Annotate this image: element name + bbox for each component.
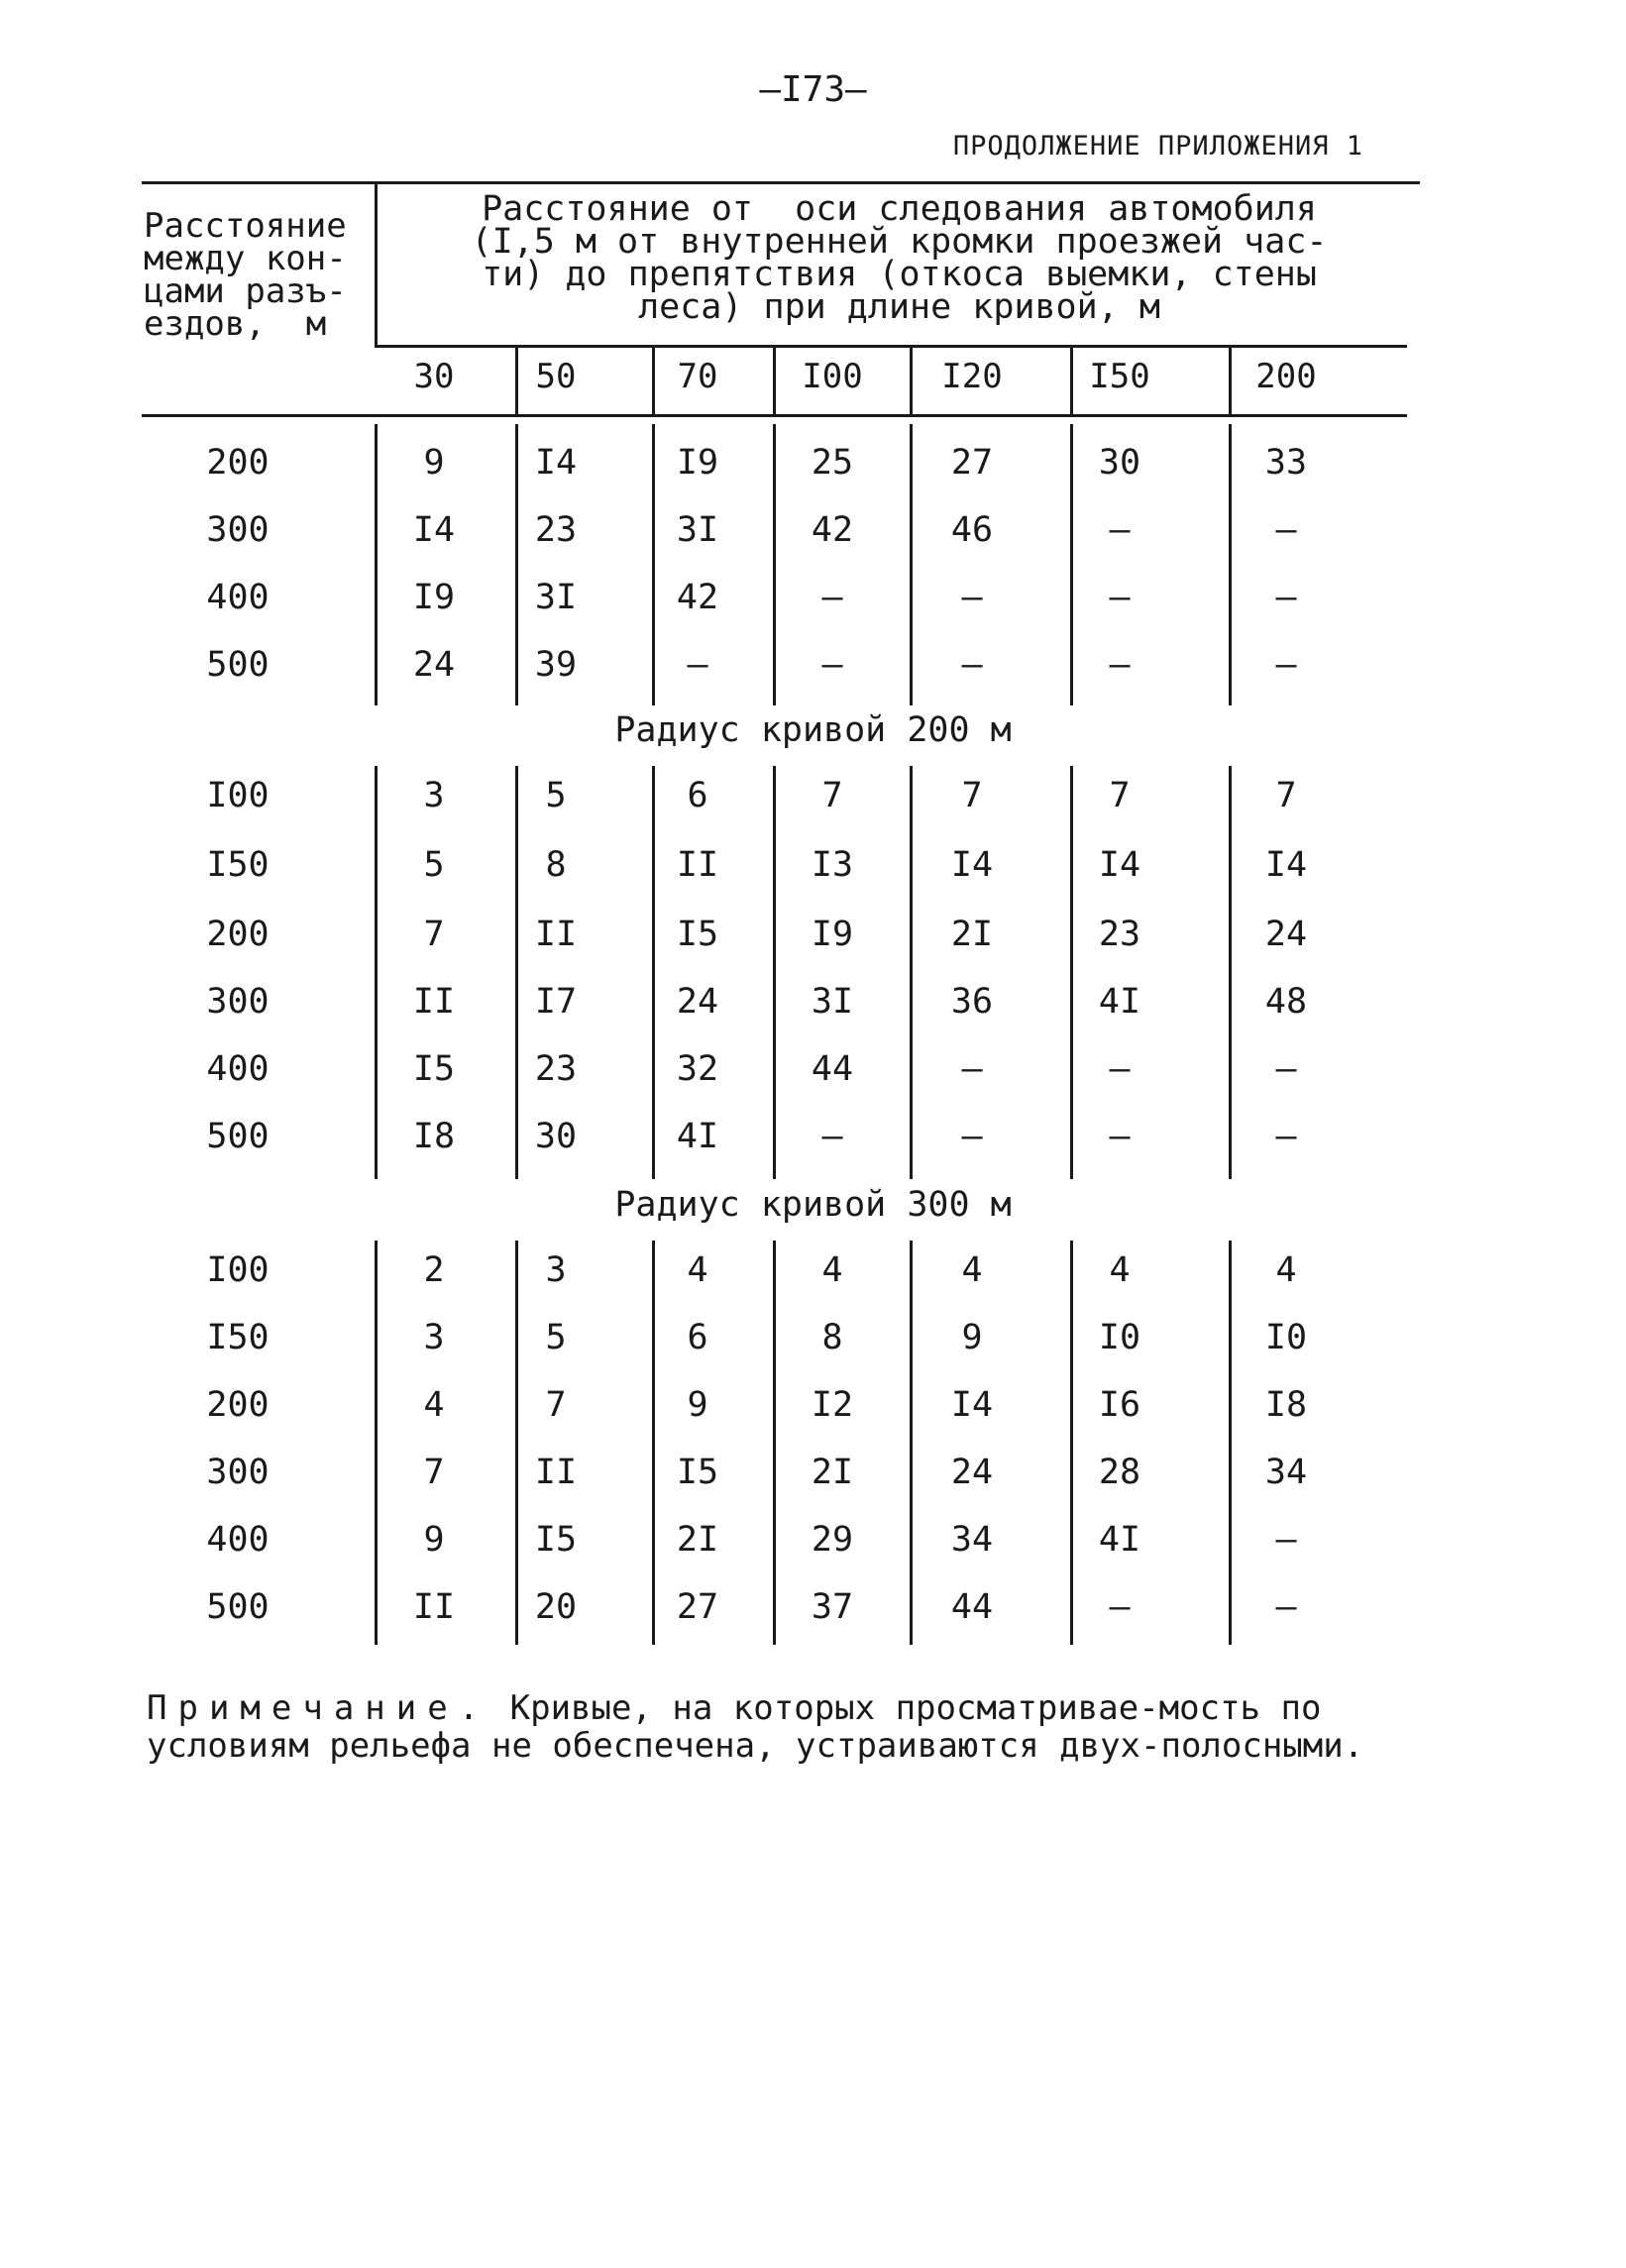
table-cell: I7 [534, 982, 578, 1022]
table-cell: 7 [1109, 776, 1131, 815]
table-cell: II [534, 915, 578, 954]
table-cell: I5 [534, 1520, 578, 1560]
header-column-divider [652, 345, 655, 414]
table-cell: I6 [1098, 1385, 1141, 1425]
table-cell: – [1275, 1587, 1297, 1627]
table-cell: – [1109, 1587, 1131, 1627]
column-divider [773, 1241, 776, 1645]
row-label: 500 [206, 1117, 270, 1156]
table-cell: 44 [950, 1587, 994, 1627]
table-cell: 29 [811, 1520, 854, 1560]
table-cell: – [961, 1049, 983, 1089]
table-cell: 4 [961, 1250, 983, 1290]
table-cell: 28 [1098, 1453, 1141, 1492]
appendix-label: ПРОДОЛЖЕНИЕ ПРИЛОЖЕНИЯ 1 [952, 131, 1363, 162]
table-cell: II [412, 982, 456, 1022]
table-cell: 4I [1098, 982, 1141, 1022]
header-column-divider [1070, 345, 1073, 414]
table-cell: 7 [1275, 776, 1297, 815]
table-cell: I2 [811, 1385, 854, 1425]
table-cell: 9 [423, 1520, 445, 1560]
section-title: Радиус кривой 200 м [614, 710, 1012, 750]
table-cell: 2I [811, 1453, 854, 1492]
table-cell: 39 [534, 645, 578, 685]
row-label: 300 [206, 1453, 270, 1492]
column-header-1: 50 [535, 357, 577, 396]
section-title: Радиус кривой 300 м [614, 1185, 1012, 1225]
table-cell: – [821, 645, 843, 685]
row-label: 200 [206, 443, 270, 483]
table-cell: – [1109, 1117, 1131, 1156]
table-cell: – [1275, 645, 1297, 685]
column-header-4: I20 [941, 357, 1003, 396]
row-label: 200 [206, 1385, 270, 1425]
table-cell: – [821, 1117, 843, 1156]
table-cell: 2I [950, 915, 994, 954]
column-divider [652, 1241, 655, 1645]
table-cell: I0 [1098, 1318, 1141, 1357]
table-cell: 24 [1264, 915, 1308, 954]
table-cell: 4 [821, 1250, 843, 1290]
table-top-rule [142, 181, 1420, 184]
table-cell: 4 [687, 1250, 708, 1290]
table-cell: 34 [1264, 1453, 1308, 1492]
table-cell: 7 [961, 776, 983, 815]
column-header-rule [375, 345, 1407, 348]
table-cell: 30 [1098, 443, 1141, 483]
table-cell: – [1109, 578, 1131, 617]
table-cell: 23 [534, 510, 578, 550]
table-cell: I5 [676, 1453, 719, 1492]
table-cell: I0 [1264, 1318, 1308, 1357]
table-cell: – [1275, 1049, 1297, 1089]
main-header: Расстояние от оси следования автомобиля (I,5 м от внутренней кромки проезжей час- ти) до препятствия (откоса выемки, стены леса) при длине кривой, м [471, 189, 1328, 327]
page-number: —I73— [759, 69, 867, 110]
table-cell: I8 [1264, 1385, 1308, 1425]
table-cell: 4 [1275, 1250, 1297, 1290]
table-cell: 42 [811, 510, 854, 550]
table-cell: 6 [687, 1318, 708, 1357]
row-label: 400 [206, 1520, 270, 1560]
table-cell: I5 [412, 1049, 456, 1089]
table-cell: I8 [412, 1117, 456, 1156]
column-divider [910, 1241, 913, 1645]
row-label: 400 [206, 1049, 270, 1089]
header-column-divider [1229, 345, 1232, 414]
table-cell: I4 [412, 510, 456, 550]
table-cell: 23 [1098, 915, 1141, 954]
table-cell: 44 [811, 1049, 854, 1089]
table-cell: I4 [950, 845, 994, 885]
table-cell: I4 [950, 1385, 994, 1425]
table-cell: II [676, 845, 719, 885]
table-cell: 42 [676, 578, 719, 617]
table-cell: 25 [811, 443, 854, 483]
column-header-5: I50 [1089, 357, 1150, 396]
row-label: 200 [206, 915, 270, 954]
table-cell: 37 [811, 1587, 854, 1627]
note-text: Кривые, на которых просматривае-мость по условиям рельефа не обеспечена, устраиваются двух-полосными. [147, 1688, 1364, 1766]
column-divider [1070, 1241, 1073, 1645]
table-cell: 27 [676, 1587, 719, 1627]
table-cell: – [1275, 510, 1297, 550]
table-cell: – [1109, 645, 1131, 685]
table-cell: 3 [545, 1250, 567, 1290]
table-cell: 5 [423, 845, 445, 885]
row-label: 300 [206, 510, 270, 550]
column-header-0: 30 [413, 357, 455, 396]
row-label: 500 [206, 1587, 270, 1627]
table-cell: 3 [423, 1318, 445, 1357]
table-cell: II [412, 1587, 456, 1627]
row-label: 300 [206, 982, 270, 1022]
table-cell: 8 [821, 1318, 843, 1357]
header-column-divider [515, 345, 518, 414]
table-cell: 9 [423, 443, 445, 483]
table-cell: II [534, 1453, 578, 1492]
table-cell: 48 [1264, 982, 1308, 1022]
column-header-2: 70 [677, 357, 718, 396]
table-cell: 36 [950, 982, 994, 1022]
table-cell: I9 [412, 578, 456, 617]
table-cell: 24 [950, 1453, 994, 1492]
table-cell: I3 [811, 845, 854, 885]
table-cell: I9 [811, 915, 854, 954]
table-cell: 30 [534, 1117, 578, 1156]
table-cell: 7 [423, 1453, 445, 1492]
table-cell: 2 [423, 1250, 445, 1290]
table-cell: 6 [687, 776, 708, 815]
row-label: 400 [206, 578, 270, 617]
table-cell: I4 [1098, 845, 1141, 885]
column-divider [515, 1241, 518, 1645]
row-label: I50 [206, 845, 270, 885]
header-column-divider [910, 345, 913, 414]
table-cell: 3I [676, 510, 719, 550]
table-cell: 23 [534, 1049, 578, 1089]
note-lead: Примечание. [147, 1688, 490, 1728]
table-cell: 9 [961, 1318, 983, 1357]
table-cell: I4 [1264, 845, 1308, 885]
row-label: I00 [206, 776, 270, 815]
table-cell: 4 [423, 1385, 445, 1425]
table-cell: 3 [423, 776, 445, 815]
table-cell: – [961, 645, 983, 685]
table-cell: 3I [534, 578, 578, 617]
table-cell: – [1275, 1117, 1297, 1156]
table-cell: 4I [1098, 1520, 1141, 1560]
header-column-divider [773, 345, 776, 414]
table-cell: 3I [811, 982, 854, 1022]
table-cell: 5 [545, 776, 567, 815]
table-cell: – [821, 578, 843, 617]
table-cell: I5 [676, 915, 719, 954]
table-cell: 5 [545, 1318, 567, 1357]
row-label: I50 [206, 1318, 270, 1357]
table-cell: – [687, 645, 708, 685]
table-cell: 46 [950, 510, 994, 550]
table-cell: I4 [534, 443, 578, 483]
table-cell: 2I [676, 1520, 719, 1560]
table-cell: – [1109, 1049, 1131, 1089]
table-cell: 27 [950, 443, 994, 483]
table-cell: 7 [423, 915, 445, 954]
column-divider [375, 1241, 378, 1645]
column-header-6: 200 [1255, 357, 1317, 396]
table-cell: 20 [534, 1587, 578, 1627]
table-cell: 33 [1264, 443, 1308, 483]
table-cell: 7 [545, 1385, 567, 1425]
table-cell: 24 [412, 645, 456, 685]
table-cell: 4I [676, 1117, 719, 1156]
table-cell: 9 [687, 1385, 708, 1425]
table-cell: – [961, 1117, 983, 1156]
table-cell: 24 [676, 982, 719, 1022]
table-cell: 8 [545, 845, 567, 885]
row-label: I00 [206, 1250, 270, 1290]
table-cell: 32 [676, 1049, 719, 1089]
row-label: 500 [206, 645, 270, 685]
column-divider [1229, 1241, 1232, 1645]
header-bottom-rule [142, 414, 1407, 417]
table-cell: 7 [821, 776, 843, 815]
column-header-3: I00 [802, 357, 863, 396]
table-cell: I9 [676, 443, 719, 483]
table-cell: – [1275, 1520, 1297, 1560]
table-cell: 4 [1109, 1250, 1131, 1290]
table-cell: – [961, 578, 983, 617]
table-cell: – [1109, 510, 1131, 550]
table-cell: 34 [950, 1520, 994, 1560]
row-header: Расстояние между кон- цами разъ- ездов, м [144, 206, 347, 344]
table-cell: – [1275, 578, 1297, 617]
note [147, 1689, 1385, 1765]
